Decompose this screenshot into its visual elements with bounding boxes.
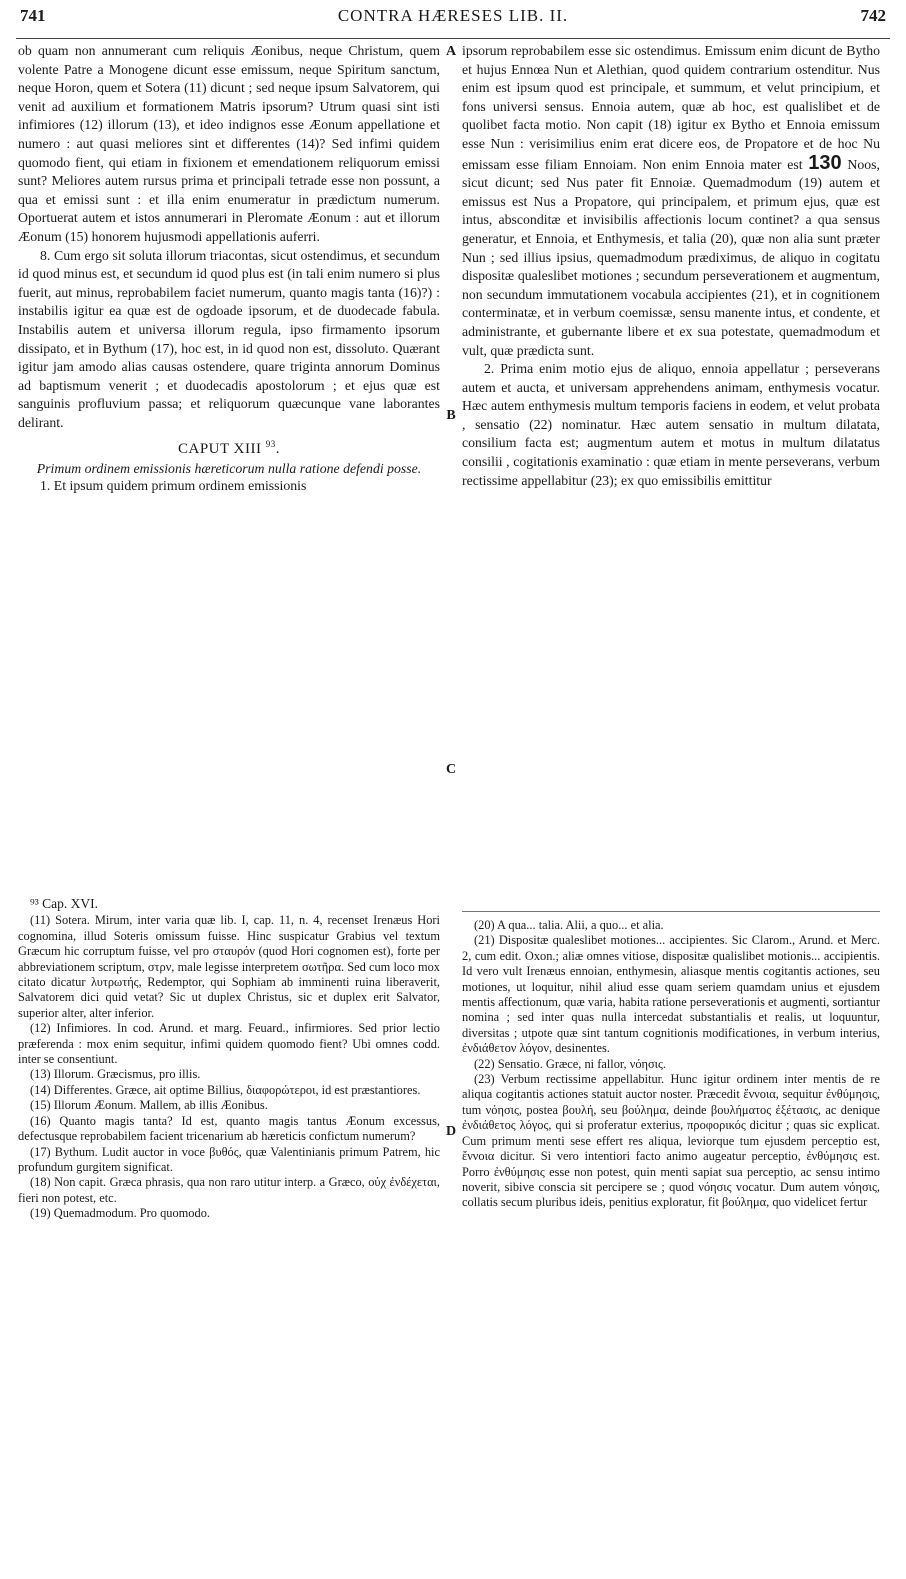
margin-letters (441, 0, 461, 1579)
footnote-22: (22) Sensatio. Græce, ni fallor, νόησις. (474, 1056, 667, 1071)
chapter-summary: Primum ordinem emissionis hæreticorum nulla ratione defendi posse. (36, 461, 422, 477)
page-number-left: 741 (20, 6, 46, 25)
footnote-20: (20) A qua... talia. Alii, a quo... et alia. (474, 918, 664, 932)
page-number-right: 742 (860, 6, 886, 25)
margin-letter-b: B (446, 408, 456, 423)
right-paragraph-1 (462, 42, 880, 360)
chapter-heading: CAPUT XIII $^{93}$. (178, 439, 280, 458)
chapter-footnote-mark: 93 (265, 439, 276, 450)
footnote-93: ⁹³ Cap. XVI. (30, 896, 98, 911)
margin-letter-c: C (445, 762, 457, 777)
left-paragraph-2: 8. Cum ergo sit soluta illorum triacontas, sicut ostendimus, et secundum id quod minus est, et secundum id quod plus est (in tali enim numero si plus fuerit, aut minus, reprobabilem faciet numerum, quanto magis tanta (16)?) : instabilis igitur ea quæ est de ogdoade ipsorum, et de duodecade fabula. Instabilis autem et universa illorum regula, ipso firmamento ipsorum dissipato, et in Bythum (17), hoc est, in id quod non est, dissoluto. Quærant igitur jam amodo alias causas ostendere, quare triginta annorum Dominus ad baptismum venerit ; et duodecadis apostolorum ; et ejus quæ est sanguinis profluvium passa; et reliquorum quæcunque vane laborantes delirant. (18, 247, 440, 430)
right-main-text (462, 42, 880, 490)
chapter-title: CAPUT XIII (178, 441, 262, 458)
footnote-14: (14) Differentes. Græce, ait optime Billius, διαφορώτεροι, id est præstantiores. (30, 1082, 421, 1097)
running-title: CONTRA HÆRESES LIB. II. (337, 6, 569, 25)
footnote-11: (11) Sotera. Mirum, inter varia quæ lib. I, cap. 11, n. 4, recenset Irenæus Hori cognomina, illud Soteris omissum fuisse. Hinc suspicatur Grabius vel textum Græcum hic corruptum fuisse, vel pro σταυρόν (quod Hori cognomen est), forte per abbreviationem scriptum, στρν, male legisse interpretem σωτῆρα. Sed cum loco mox citato dicatur λυτρωτής, Redemptor, qui Sophiam ab imminenti ruina liberaverit, Salvatorem dici quid vetat? Sic ut duplex Christus, sic et duplex erit Salvator, superior alter, alter inferior. (18, 913, 440, 1020)
footnotes-right (462, 918, 880, 1211)
footnotes-left (18, 896, 440, 1222)
footnote-19: (19) Quemadmodum. Pro quomodo. (30, 1206, 210, 1221)
footnote-23: (23) Verbum rectissime appellabitur. Hunc igitur ordinem inter mentis de re aliqua cogitantis actiones statuit auctor noster. Præcedit ἔννοια, sequitur ἐνθύμησις, tum νόησις, postea βουλή, seu βούλημα, deinde βουλήματος ἐξέτασις, ac denique ἐνδιάθετος λόγος, qui si proferatur exterius, προφορικός dicitur ; quas sic explicat. Cum primum menti sese effert res aliqua, leviorque tum ejusdem perceptio est, ἔννοια dicitur. Si vero intentiori facto animo augeatur perceptio, ἐνθύμησις est. Porro ἐνθύμησις esse non potest, quin menti sapiat sua perceptio, ac sensu intimo noverit, sibive conscia sit percipere se ; quod νόησις vocatur. Dum autem νόησις, collatis secum pluribus ideis, penitius exploratur, fit βούλημα, quo videlicet fertur (462, 1072, 880, 1210)
right-paragraph-1a: ipsorum reprobabilem esse sic ostendimus. Emissum enim dicunt de Bytho et hujus Ennœa Nun et Alethian, quod quidem contrarium ostenditur. Nus enim est ipsum quod est principale, et summum, et velut principium, et fons universi sensus. Ennoia autem, quæ ab hoc, est qualislibet et de quolibet facta motio. Non capit (18) igitur ex Bytho et Ennoia emissum esse Nun : verisimilius enim erat dicere eos, de Propatore et de hoc Nu emissam esse filiam Ennoiam. Non enim Ennoia mater est (462, 43, 880, 172)
margin-letter-a: A (445, 44, 457, 59)
edition-page-number: 130 (808, 151, 842, 174)
right-paragraph-1b: Noos, sicut dicunt; sed Nus pater fit Ennoiæ. Quemadmodum (19) autem et emissus est Nus a Propatore, qui principalem, et primum ejus, quæ est intus, absconditæ et invisibilis affectionis locum continet? a qua sensus generatur, et Ennoia, et Enthymesis, et talia (20), quæ non alia sunt præter Nun ; sed illius ipsius, quemadmodum prædiximus, de aliquo in cogitatu dispositæ qualeslibet motiones ; secundum perseverationem et augmentum, non secundum immutationem vocabula accipientes (21), et in cognitionem conterminatæ, et in verbum coemissæ, sensu manente intus, et condente, et administrante, et gubernante libere et ex sua potestate, quemadmodum et vult, quæ prædicta sunt. (462, 156, 881, 358)
left-paragraph-1: ob quam non annumerant cum reliquis Æonibus, neque Christum, quem volente Patre a Monogene dicunt esse emissum, neque Spiritum sanctum, neque Horon, quem et Sotera (11) dicunt ; sed neque ipsum Salvatorem, qui venit ad auxilium et formationem Matris ipsorum? Utrum quasi sint isti infimiores (12) illorum (13), et ideo indignos esse Æonum appellatione et numero : aut quasi meliores sint et differentes (14)? Sed infimi quidem quomodo fient, qui etiam in fixionem et emendationem reliquorum emissi sunt? Meliores autem rursus prima et principali tetrade esse non possunt, a qua et emissi sunt : et illa enim enumeratur in prædictum numerum. Oportuerat autem et istos annumerari in Pleromate Æonum : aut et illorum Æonum (15) honorem hujusmodi appellationis auferri. (18, 43, 440, 244)
footnote-16: (16) Quanto magis tanta? Id est, quanto magis tantus Æonum excessus, defectusque reprobabilem facient tricenarium ab hæreticis confictum numerum? (18, 1113, 440, 1144)
footnote-17: (17) Bythum. Ludit auctor in voce βυθός, quæ Valentinianis primum Patrem, hic profundum gurgitem significat. (18, 1144, 440, 1174)
footnote-12: (12) Infimiores. In cod. Arund. et marg. Feuard., infirmiores. Sed prior lectio præferenda : mox enim sequitur, infimi quidem quomodo fient? Ubi omnes codd. inter se consentiunt. (18, 1021, 440, 1067)
left-paragraph-3: 1. Et ipsum quidem primum ordinem emissionis (40, 478, 307, 494)
footnote-13: (13) Illorum. Græcismus, pro illis. (30, 1067, 201, 1082)
left-main-text (18, 42, 440, 496)
margin-letter-d: D (445, 1124, 457, 1139)
right-paragraph-2: 2. Prima enim motio ejus de aliquo, ennoia appellatur ; perseverans autem et aucta, et universam apprehendens animam, enthymesis vocatur. Hæc autem enthymesis multum temporis faciens in eodem, et velut probata , sensatio (22) nominatur. Hæc autem sensatio in multum dilatata, consilium facta est; augmentum autem et motus in multum dilatatus consilii , cogitationis examinatio : quæ etiam in mente perseverans, verbum rectissime appellabitur (23); ex quo emissibilis emittitur (462, 361, 880, 488)
footnote-21: (21) Dispositæ qualeslibet motiones... accipientes. Sic Clarom., Arund. et Merc. 2, cum edit. Oxon.; aliæ omnes vitiose, dispositæ qualislibet motionis... accipientis. Id vero vult Irenæus ennoian, enthymesin, aliasque mentis cogitantis actiones, seu motiones, ut loquitur, nihil aliud esse quam seriem quamdam unius et ejusdem mentis affectionum, quæ varia, habita ratione perseverationis et augmenti, sortiantur nomina ; sed inter quas nulla intercedat substantialis et realis, ut loquuntur, diversitas ; utpote quæ sint tantum cognitionis modificationes, in verbum interius, ἐνδιάθετον λόγον, desinentes. (462, 933, 880, 1056)
footnote-15: (15) Illorum Æonum. Mallem, ab illis Æonibus. (30, 1098, 268, 1113)
notes-divider-right (462, 911, 880, 912)
footnote-18: (18) Non capit. Græca phrasis, qua non raro utitur interp. a Græco, οὐχ ἐνδέχεται, fieri non potest, etc. (18, 1175, 440, 1205)
